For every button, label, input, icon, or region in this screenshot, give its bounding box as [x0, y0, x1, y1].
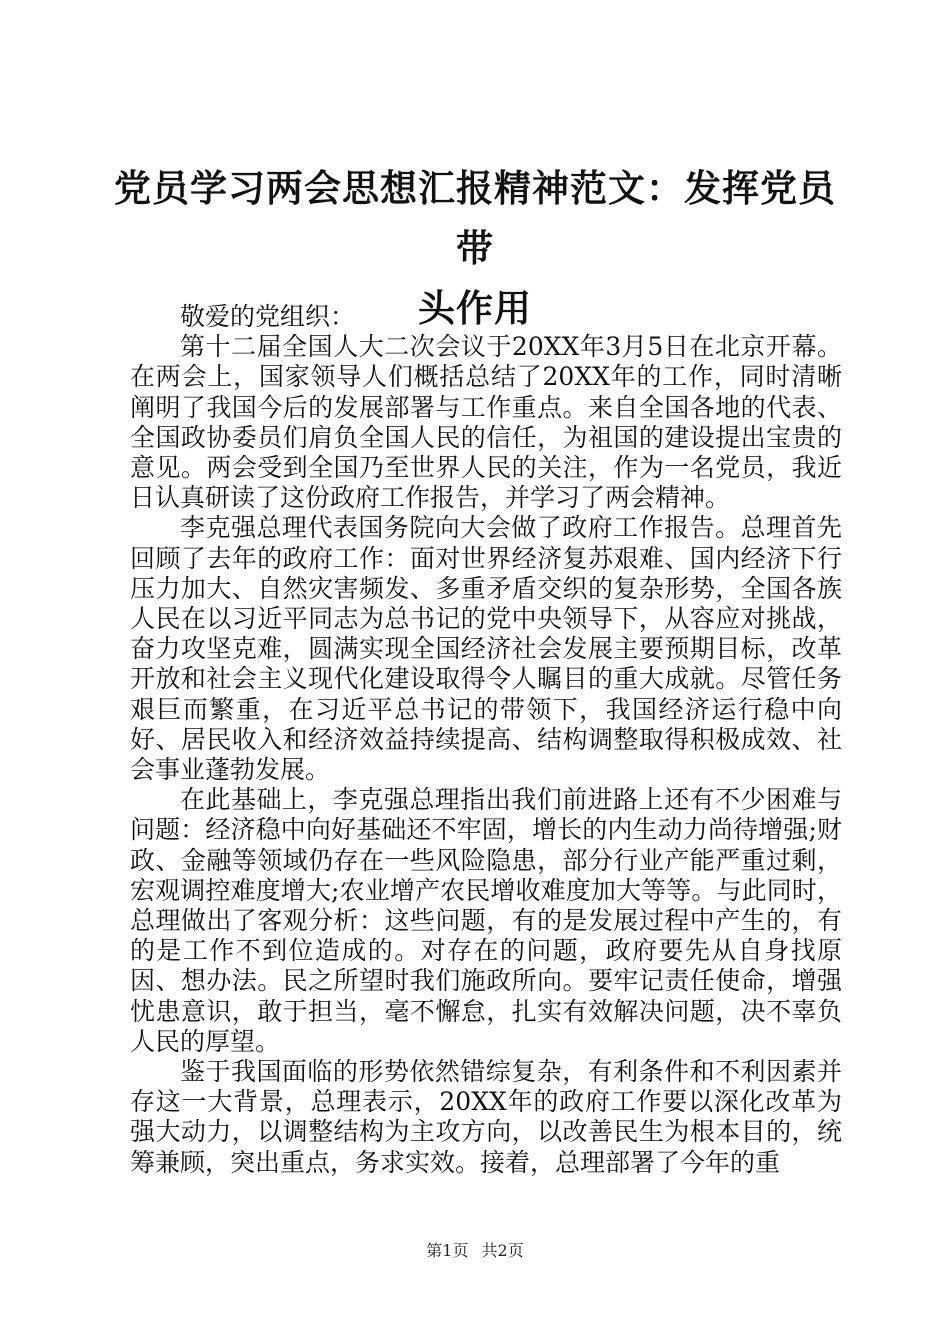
title-line-2: 头作用	[418, 286, 532, 330]
document-body	[130, 302, 842, 1178]
page-number-current: 第1页	[426, 1241, 469, 1260]
paragraph-2: 李克强总理代表国务院向大会做了政府工作报告。总理首先回顾了去年的政府工作：面对世界经济复苏艰难、国内经济下行压力加大、自然灾害频发、多重矛盾交织的复杂形势，全国各族人民在以习近平同志为总书记的党中央领导下，从容应对挑战，奋力攻坚克难，圆满实现全国经济社会发展主要预期目标，改革开放和社会主义现代化建设取得令人瞩目的重大成就。尽管任务艰巨而繁重，在习近平总书记的带领下，我国经济运行稳中向好、居民收入和经济效益持续提高、结构调整取得积极成效、社会事业蓬勃发展。	[130, 513, 842, 785]
title-line-1: 党员学习两会思想汇报精神范文：发挥党员带	[114, 166, 836, 270]
paragraph-3: 在此基础上，李克强总理指出我们前进路上还有不少困难与问题：经济稳中向好基础还不牢固，增长的内生动力尚待增强;财政、金融等领域仍存在一些风险隐患，部分行业产能严重过剩，宏观调控难度增大;农业增产农民增收难度加大等等。与此同时，总理做出了客观分析：这些问题，有的是发展过程中产生的，有的是工作不到位造成的。对存在的问题，政府要先从自身找原因、想办法。民之所望时我们施政所向。要牢记责任使命，增强忧患意识，敢于担当，毫不懈怠，扎实有效解决问题，决不辜负人民的厚望。	[130, 785, 842, 1056]
paragraph-1: 第十二届全国人大二次会议于20XX年3月5日在北京开幕。在两会上，国家领导人们概括总结了20XX年的工作，同时清晰阐明了我国今后的发展部署与工作重点。来自全国各地的代表、全国政协委员们肩负全国人民的信任，为祖国的建设提出宝贵的意见。两会受到全国乃至世界人民的关注，作为一名党员，我近日认真研读了这份政府工作报告，并学习了两会精神。	[130, 332, 842, 513]
salutation: 敬爱的党组织：	[180, 302, 356, 331]
page-footer	[0, 1238, 950, 1261]
paragraph-4: 鉴于我国面临的形势依然错综复杂，有利条件和不利因素并存这一大背景，总理表示，20XX年的政府工作要以深化改革为强大动力，以调整结构为主攻方向，以改善民生为根本目的，统筹兼顾，突出重点，务求实效。接着，总理部署了今年的重	[130, 1057, 842, 1177]
page-number-total: 共2页	[481, 1241, 524, 1260]
